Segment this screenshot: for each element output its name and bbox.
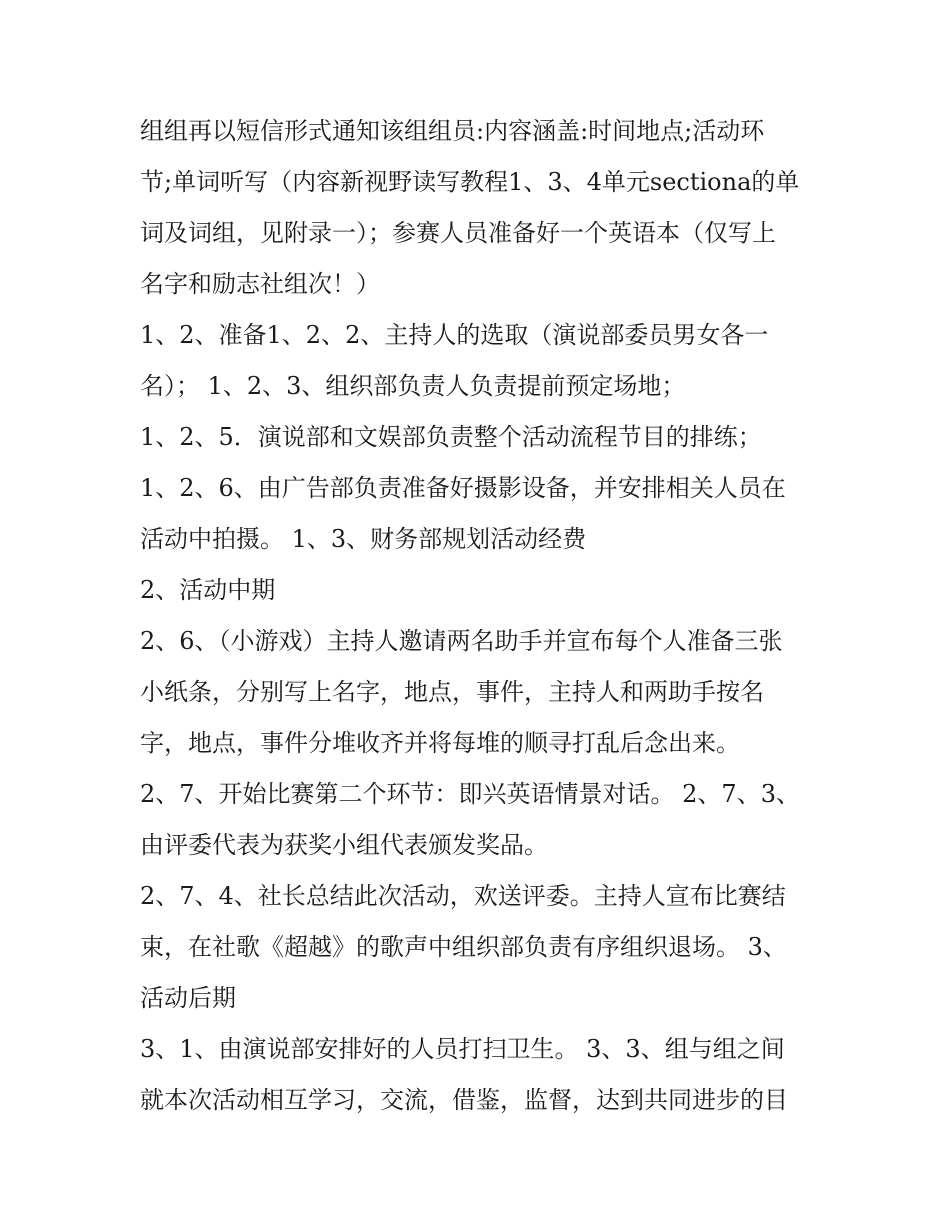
text-line-2: 节;单词听写（内容新视野读写教程1、3、4单元sectiona的单 xyxy=(140,168,800,196)
text-line-9: 活动中拍摄。 1、3、财务部规划活动经费 xyxy=(140,525,587,553)
text-line-4: 名字和励志社组次！） xyxy=(140,270,380,298)
text-line-14: 2、7、开始比赛第二个环节：即兴英语情景对话。 2、7、3、 xyxy=(140,780,800,808)
text-line-3: 词及词组，见附录一）；参赛人员准备好一个英语本（仅写上 xyxy=(140,219,776,247)
text-line-15: 由评委代表为获奖小组代表颁发奖品。 xyxy=(140,831,548,859)
text-line-19: 3、1、由演说部安排好的人员打扫卫生。 3、3、组与组之间 xyxy=(140,1035,785,1063)
text-line-5: 1、2、准备1、2、2、主持人的选取（演说部委员男女各一 xyxy=(140,321,769,349)
text-line-16: 2、7、4、社长总结此次活动，欢送评委。主持人宣布比赛结 xyxy=(140,882,786,910)
text-line-1: 组组再以短信形式通知该组组员:内容涵盖:时间地点;活动环 xyxy=(140,117,765,145)
text-line-12: 小纸条，分别写上名字，地点，事件，主持人和两助手按名 xyxy=(140,678,764,706)
text-line-11: 2、6、（小游戏）主持人邀请两名助手并宣布每个人准备三张 xyxy=(140,627,783,655)
text-line-7: 1、2、5．演说部和文娱部负责整个活动流程节目的排练； xyxy=(140,423,762,451)
text-line-20: 就本次活动相互学习，交流，借鉴，监督，达到共同进步的目 xyxy=(140,1086,788,1114)
text-line-10: 2、活动中期 xyxy=(140,576,276,604)
text-line-6: 名）； 1、2、3、组织部负责人负责提前预定场地； xyxy=(140,372,686,400)
text-line-17: 束，在社歌《超越》的歌声中组织部负责有序组织退场。 3、 xyxy=(140,933,787,961)
text-line-8: 1、2、6、由广告部负责准备好摄影设备，并安排相关人员在 xyxy=(140,474,786,502)
text-line-18: 活动后期 xyxy=(140,984,236,1012)
text-line-13: 字，地点，事件分堆收齐并将每堆的顺寻打乱后念出来。 xyxy=(140,729,740,757)
document-body xyxy=(140,106,830,1126)
